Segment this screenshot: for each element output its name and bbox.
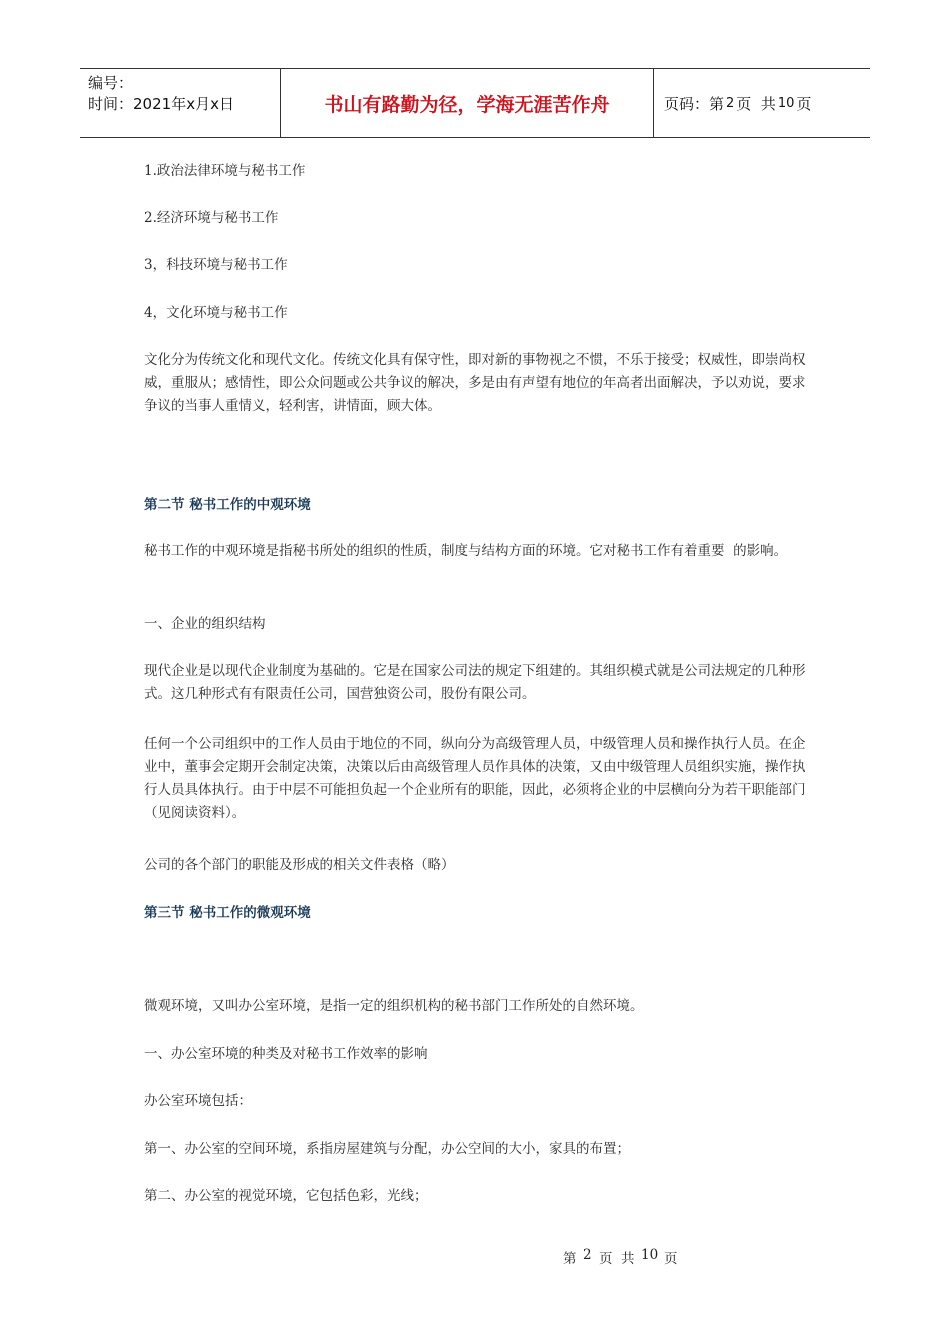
paragraph-micro: 微观环境，又叫办公室环境，是指一定的组织机构的秘书部门工作所处的自然环境。: [144, 998, 644, 1014]
paragraph-culture: 4，文化环境与秘书工作: [144, 305, 288, 321]
paragraph-office-includes: 办公室环境包括：: [144, 1093, 252, 1109]
page-end: 页: [796, 94, 812, 113]
page-current: 2: [726, 95, 735, 111]
footer-gong: 共: [621, 1251, 635, 1267]
page-header: [80, 68, 870, 138]
footer-ye2: 页: [664, 1251, 678, 1267]
subheading-org-structure: 一、企业的组织结构: [144, 616, 266, 632]
header-page-number: [654, 69, 870, 137]
footer-ye1: 页: [599, 1251, 613, 1267]
footer-current: 2: [583, 1247, 592, 1263]
page-mid: 页 共: [736, 94, 776, 113]
page-total: 10: [777, 95, 795, 111]
paragraph-departments: 公司的各个部门的职能及形成的相关文件表格（略）: [144, 857, 455, 873]
paragraph-meso: 秘书工作的中观环境是指秘书所处的组织的性质，制度与结构方面的环境。它对秘书工作有着重要 的影响。: [144, 543, 788, 559]
paragraph-modern-enterprise: 现代企业是以现代企业制度为基础的。它是在国家公司法的规定下组建的。其组织模式就是公司法规定的几种形式。这几种形式有有限责任公司，国营独资公司，股份有限公司。: [144, 663, 806, 702]
page-label: 页码：第: [664, 94, 725, 113]
paragraph-staff-levels: 任何一个公司组织中的工作人员由于地位的不同，纵向分为高级管理人员，中级管理人员和操作执行人员。在企业中，董事会定期开会制定决策，决策以后由高级管理人员作具体的决策，又由中级管理人员组织实施，操作执行人员具体执行。由于中层不可能担负起一个企业所有的职能，因此，必须将企业的中层横向分为若干职能部门（见阅读资料）。: [144, 736, 806, 821]
time-line: [88, 94, 274, 115]
paragraph-space-environment: 第一、办公室的空间环境，系指房屋建筑与分配，办公空间的大小，家具的布置；: [144, 1141, 630, 1157]
time-value: 2021年x月x日: [133, 95, 234, 113]
header-motto: 书山有路勤为径，学海无涯苦作舟: [280, 69, 654, 137]
paragraph-culture-detail: 文化分为传统文化和现代文化。传统文化具有保守性，即对新的事物视之不惯，不乐于接受；权威性，即崇尚权威，重服从；感情性，即公众问题或公共争议的解决，多是由有声望有地位的年高者出面解决，予以劝说，要求争议的当事人重情义，轻利害，讲情面，顾大体。: [144, 352, 806, 414]
header-meta: [80, 69, 280, 137]
code-label: 编号：: [88, 74, 134, 92]
section-heading-2: 第二节 秘书工作的中观环境: [144, 497, 311, 513]
time-label: 时间：: [88, 95, 134, 113]
paragraph-technology: 3，科技环境与秘书工作: [144, 257, 288, 273]
footer-di: 第: [563, 1251, 577, 1267]
section-heading-3: 第三节 秘书工作的微观环境: [144, 905, 311, 921]
paragraph-political: 1.政治法律环境与秘书工作: [144, 163, 306, 179]
paragraph-economic: 2.经济环境与秘书工作: [144, 210, 279, 226]
paragraph-visual-environment: 第二、办公室的视觉环境，它包括色彩，光线；: [144, 1188, 428, 1204]
footer-total: 10: [641, 1247, 659, 1263]
subheading-office-types: 一、办公室环境的种类及对秘书工作效率的影响: [144, 1046, 428, 1062]
